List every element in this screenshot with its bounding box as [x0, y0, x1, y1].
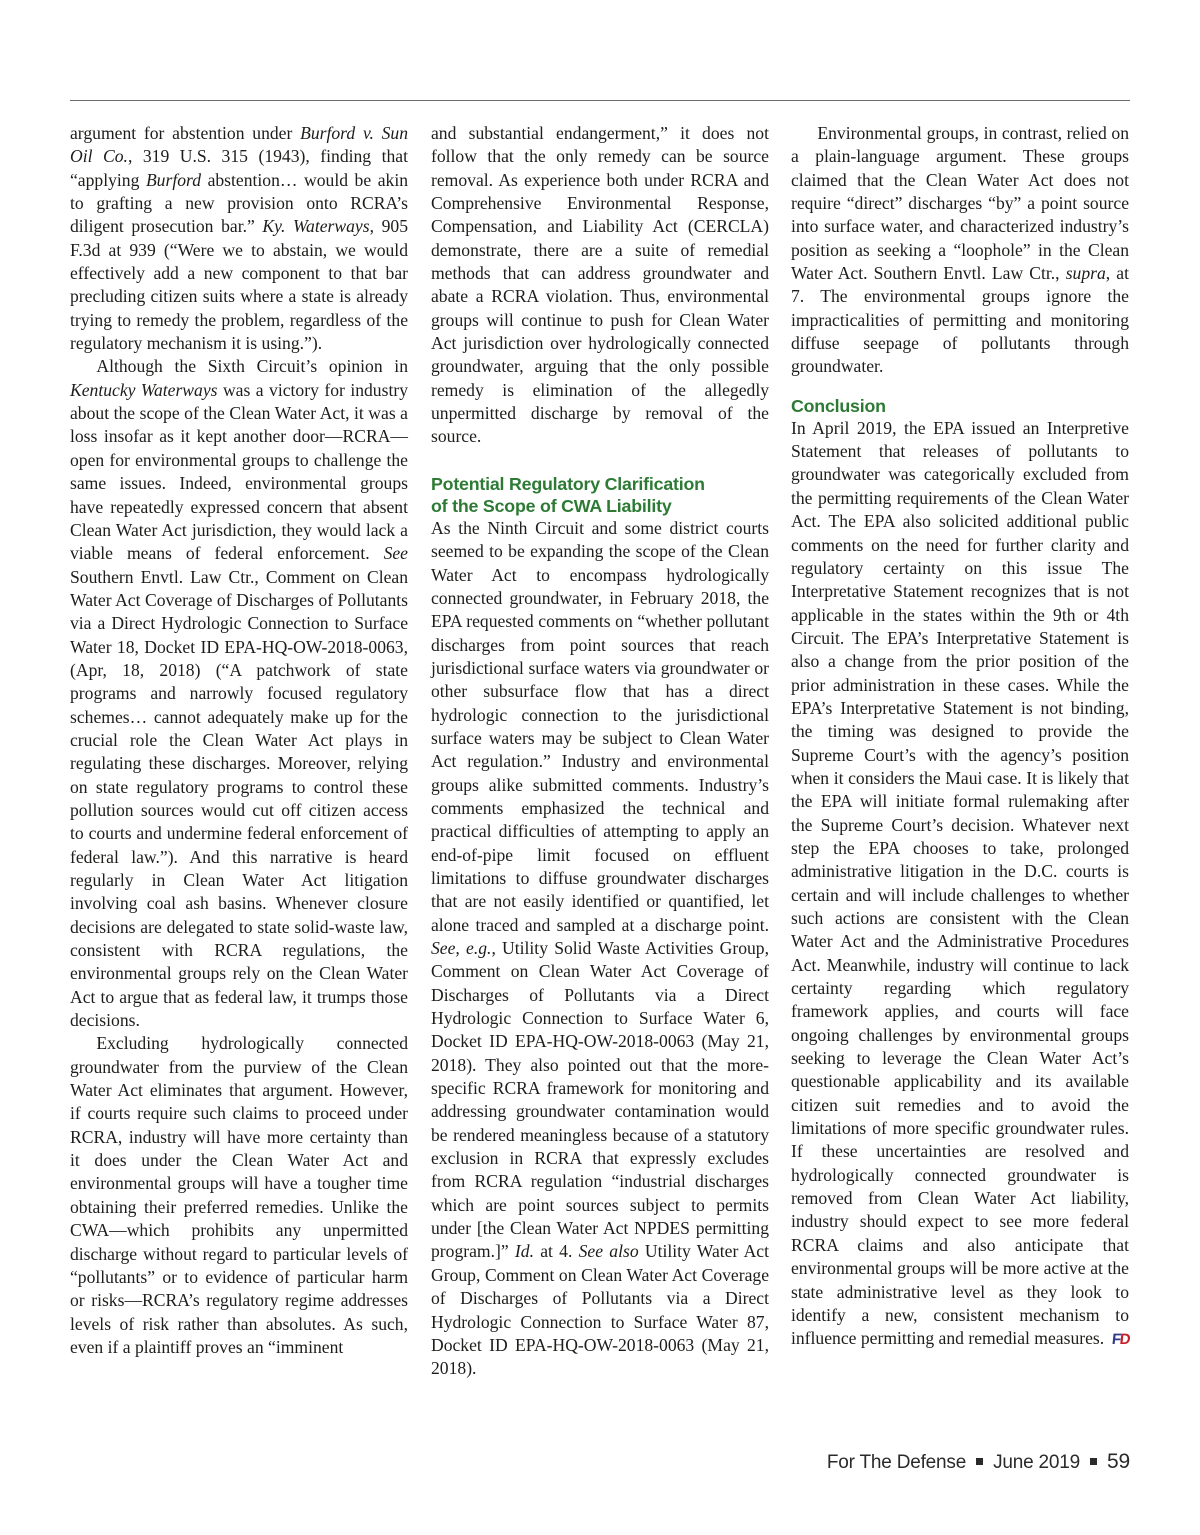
- text-run: , 905 F.3d at 939 (“Were we to abstain, we would effectively add a new component to that bar precluding citizen suits where a state is already trying to remedy the problem, regardless of the regulatory mechanism it is using.”).: [70, 216, 409, 354]
- text-run: was a victory for industry about the scope of the Clean Water Act, it was a loss insofar as it kept another door—RCRA—open for environmental groups to challenge the same issues. Indeed, environmental groups have repeatedly expressed concern that absent Clean Water Act jurisdiction, they would lack a viable means of federal enforcement.: [70, 379, 408, 564]
- issue-date: June 2019: [993, 1452, 1081, 1473]
- column-1: [70, 122, 408, 1359]
- page-footer: [827, 1450, 1130, 1474]
- text-run: In April 2019, the EPA issued an Interpretive Statement that releases of pollutants to groundwater was categorically excluded from the permitting requirements of the Clean Water Act. The EPA also solicited additional public comments on the need for further clarity and regulatory certainty on this issue The Interpretative Statement recognizes that is not applicable in the states within the 9th or 4th Circuit. The EPA’s Interpretative Statement is also a change from the prior position of the prior administration in these cases. While the EPA’s Interpretative Statement is not binding, the timing was designed to provide the Supreme Court’s with the agency’s position when it considers the Maui case. It is likely that the EPA will initiate formal rulemaking after the Supreme Court’s decision. Whatever next step the EPA chooses to take, prolonged administrative litigation in the D.C. courts is certain and will include challenges to whether such actions are consistent with the Clean Water Act and the Administrative Procedures Act. Meanwhile, industry will continue to lack certainty regarding which regulatory framework applies, and courts will face ongoing challenges by environmental groups seeking to leverage the Clean Water Act’s questionable applicability and its available citizen suit remedies and to avoid the limitations of more specific groundwater rules. If these uncertainties are resolved and hydrologically connected groundwater is removed from Clean Water Act liability, industry should expect to see more federal RCRA claims and also anticipate that environmental groups will be more active at the state administrative level as they look to identify a new, consistent mechanism to influence permitting and remedial measures.: [791, 417, 1129, 1349]
- signal-word: Id.: [514, 1241, 534, 1262]
- square-bullet-icon: [1090, 1458, 1097, 1465]
- col2-paragraph-1: and substantial endangerment,” it does not follow that the only remedy can be source removal. As experience both under RCRA and Comprehensive Environmental Response, Compensation, and Liability Act (CERCLA) demonstrate, there are a suite of remedial methods that can address groundwater and abate a RCRA violation. Thus, environmental groups will continue to push for Clean Water Act jurisdiction over hydrologically connected groundwater, arguing that the only possible remedy is elimination of the allegedly unpermitted discharge by removal of the source.: [431, 123, 769, 447]
- signal-word: supra: [1065, 263, 1106, 284]
- fd-end-mark-icon: FD: [1111, 1331, 1130, 1349]
- col3-paragraph-1: [791, 122, 1129, 379]
- text-run: Southern Envtl. Law Ctr., Comment on Clean Water Act Coverage of Discharges of Pollutants via a Direct Hydrologic Connection to Surface Water 18, Docket ID EPA-HQ-OW-2018-0063, (Apr, 18, 2018) (“A patchwork of state programs and narrowly focused regulatory schemes… cannot adequately make up for the crucial role the Clean Water Act plays in regulating these discharges. Moreover, relying on state regulatory programs to control these pollution sources would cut off citizen access to courts and undermine federal enforcement of federal law.”). And this narrative is heard regularly in Clean Water Act litigation involving coal ash basins. Whenever closure decisions are delegated to state solid-waste law, consistent with RCRA regulations, the environmental groups rely on the Clean Water Act to argue that as federal law, it trumps those decisions.: [70, 566, 408, 1031]
- case-citation: Kentucky Waterways: [70, 379, 218, 400]
- case-citation: Burford v. Sun Oil Co.: [70, 123, 409, 167]
- signal-word: See: [383, 543, 408, 564]
- column-3: [791, 122, 1129, 1351]
- text-run: , Utility Solid Waste Activities Group, Comment on Clean Water Act Coverage of Discharges of Pollutants via a Direct Hydrologic Connection to Surface Water 6, Docket ID EPA-HQ-OW-2018-0063 (May 21, 2018). They also pointed out that the more-specific RCRA framework for monitoring and addressing groundwater contamination would be rendered meaningless because of a statutory exclusion in RCRA that expressly excludes from RCRA regulation “industrial discharges which are point sources subject to permits under [the Clean Water Act NPDES permitting program.]”: [431, 938, 769, 1262]
- square-bullet-icon: [976, 1458, 983, 1465]
- text-run: argument for abstention under: [70, 123, 301, 143]
- signal-word: See, e.g.: [431, 938, 492, 958]
- case-citation: Ky. Waterways: [262, 216, 370, 237]
- text-run: abstention… would be akin to grafting a new provision onto RCRA’s diligent prosecution bar.”: [70, 169, 409, 237]
- text-run: , 319 U.S. 315 (1943), finding that “applying: [70, 146, 408, 190]
- top-rule: [70, 100, 1130, 101]
- heading-line-2: of the Scope of CWA Liability: [431, 495, 672, 516]
- text-run: As the Ninth Circuit and some district courts seemed to be expanding the scope of the Clean Water Act to encompass hydrologically connected groundwater, in February 2018, the EPA requested comments on “whether pollutant discharges from point sources that reach jurisdictional surface waters via groundwater or other subsurface flow that has a direct hydrologic connection to the jurisdictional surface waters may be subject to Clean Water Act regulation.” Industry and environmental groups alike submitted comments. Industry’s comments emphasized the technical and practical difficulties of attempting to apply an end-of-pipe limit focused on effluent limitations to diffuse groundwater discharges that are not easily identified or quantified, let alone traced and sampled at a discharge point.: [431, 517, 769, 935]
- section-heading-conclusion: Conclusion: [791, 395, 886, 416]
- text-run: Utility Water Act Group, Comment on Clean Water Act Coverage of Discharges of Pollutants via a Direct Hydrologic Connection to Surface Water 87, Docket ID EPA-HQ-OW-2018-0063 (May 21, 2018).: [431, 1241, 769, 1379]
- page-number: 59: [1107, 1450, 1130, 1473]
- signal-word: See also: [578, 1241, 639, 1262]
- col1-paragraph-3: Excluding hydrologically connected groundwater from the purview of the Clean Water Act eliminates that argument. However, if courts require such claims to proceed under RCRA, industry will have more certainty than it does under the Clean Water Act and environmental groups will have a tougher time obtaining their preferred remedies. Unlike the CWA—which prohibits any unpermitted discharge without regard to particular levels of “pollutants” or to evidence of particular harm or risks—RCRA’s regulatory regime addresses levels of risk rather than absolutes. As such, even if a plaintiff proves an “imminent: [70, 1033, 408, 1357]
- text-run: Environmental groups, in contrast, relied on a plain-language argument. These groups claimed that the Clean Water Act does not require “direct” discharges “by” a point source into surface water, and characterized industry’s position as seeking a “loophole” in the Clean Water Act. Southern Envtl. Law Ctr.,: [791, 123, 1129, 284]
- text-run: , at 7. The environmental groups ignore the impracticalities of permitting and monitoring diffuse seepage of pollutants through groundwater.: [791, 263, 1129, 377]
- publication-name: For The Defense: [826, 1452, 967, 1473]
- text-run: Although the Sixth Circuit’s opinion in: [96, 356, 408, 377]
- col1-paragraph-1: [70, 122, 408, 355]
- col1-paragraph-2: [70, 355, 408, 1032]
- heading-line-1: Potential Regulatory Clarification: [431, 473, 705, 494]
- text-run: at 4.: [533, 1241, 579, 1262]
- column-2: [431, 122, 769, 1381]
- col2-paragraph-2: [431, 517, 769, 1381]
- case-citation: Burford: [145, 169, 202, 190]
- section-heading-regulatory-clarification: [431, 473, 769, 517]
- col3-paragraph-2: [791, 417, 1129, 1351]
